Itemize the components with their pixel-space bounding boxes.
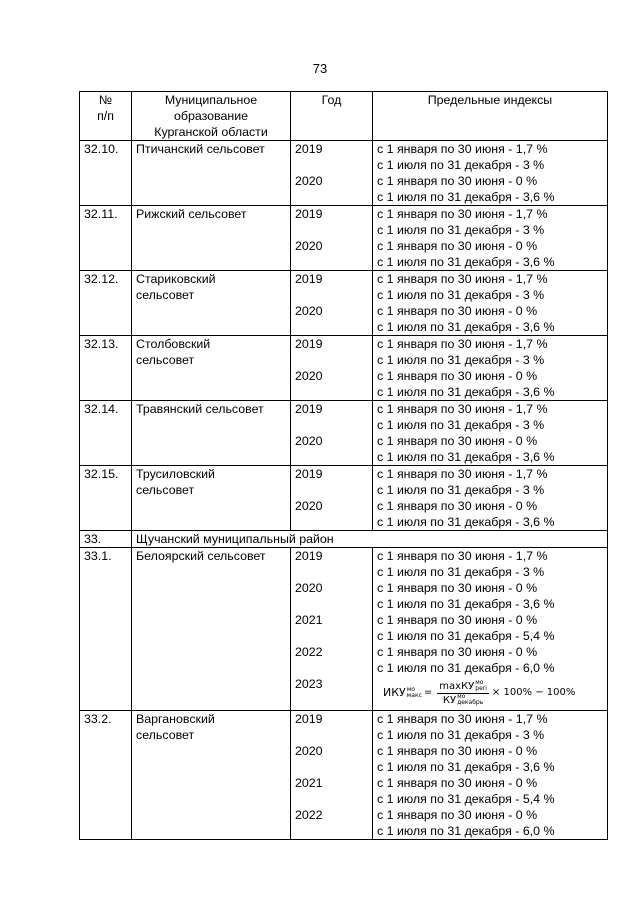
year-cell xyxy=(291,336,373,401)
header-municipality-line: образование xyxy=(173,109,249,123)
year-value: 2019 xyxy=(295,272,323,286)
municipality-name-line: Стариковский xyxy=(136,272,216,286)
year-value: 2020 xyxy=(295,499,323,513)
year-value: 2020 xyxy=(295,304,323,318)
spacer xyxy=(295,514,368,530)
row-number-text: 32.11. xyxy=(84,207,118,221)
index-second-half: с 1 июля по 31 декабря - 3,6 % xyxy=(377,190,555,204)
spacer xyxy=(295,596,368,612)
section-row xyxy=(80,531,608,548)
section-title-text: Щучанский муниципальный район xyxy=(136,532,334,546)
max-index-formula xyxy=(377,676,603,710)
table-row xyxy=(80,271,608,336)
table-row xyxy=(80,466,608,531)
index-first-half: с 1 января по 30 июня - 0 % xyxy=(377,434,538,448)
municipality-name xyxy=(132,141,291,206)
spacer xyxy=(295,660,368,676)
index-second-half: с 1 июля по 31 декабря - 5,4 % xyxy=(377,792,555,806)
indices-cell xyxy=(373,466,608,531)
index-second-half: с 1 июля по 31 декабря - 3 % xyxy=(377,728,545,742)
municipality-name-line: сельсовет xyxy=(136,288,195,302)
page-number: 73 xyxy=(312,61,328,76)
section-number xyxy=(80,531,132,548)
formula-den-indices xyxy=(457,694,483,706)
formula-tail: × 100% − 100% xyxy=(491,687,576,698)
index-first-half: с 1 января по 30 июня - 0 % xyxy=(377,174,538,188)
row-number xyxy=(80,548,132,711)
formula-lhs-sub: макс xyxy=(406,692,422,699)
spacer xyxy=(295,791,368,807)
index-second-half: с 1 июля по 31 декабря - 3 % xyxy=(377,158,545,172)
row-number xyxy=(80,401,132,466)
index-first-half: с 1 января по 30 июня - 0 % xyxy=(377,581,538,595)
year-value: 2020 xyxy=(295,369,323,383)
header-num xyxy=(80,92,132,141)
table-row xyxy=(80,206,608,271)
table-row xyxy=(80,336,608,401)
index-second-half: с 1 июля по 31 декабря - 3,6 % xyxy=(377,385,555,399)
municipality-name xyxy=(132,548,291,711)
municipality-name-line: Травянский сельсовет xyxy=(136,402,264,416)
index-second-half: с 1 июля по 31 декабря - 3 % xyxy=(377,353,545,367)
year-value: 2023 xyxy=(295,677,323,691)
index-first-half: с 1 января по 30 июня - 0 % xyxy=(377,808,538,822)
header-num-line: п/п xyxy=(97,109,114,123)
index-first-half: с 1 января по 30 июня - 1,7 % xyxy=(377,272,548,286)
year-cell xyxy=(291,271,373,336)
year-value: 2020 xyxy=(295,174,323,188)
index-first-half: с 1 января по 30 июня - 1,7 % xyxy=(377,207,548,221)
year-value: 2020 xyxy=(295,744,323,758)
index-first-half: с 1 января по 30 июня - 1,7 % xyxy=(377,467,548,481)
municipality-name xyxy=(132,401,291,466)
year-value: 2020 xyxy=(295,239,323,253)
row-number xyxy=(80,466,132,531)
index-first-half: с 1 января по 30 июня - 0 % xyxy=(377,744,538,758)
spacer xyxy=(295,254,368,270)
index-first-half: с 1 января по 30 июня - 0 % xyxy=(377,304,538,318)
year-cell xyxy=(291,206,373,271)
formula-num-sup: мо xyxy=(475,678,484,686)
formula-numerator xyxy=(437,680,489,694)
indices-cell xyxy=(373,711,608,840)
spacer xyxy=(295,384,368,400)
formula-equals: = xyxy=(423,687,433,698)
year-value: 2020 xyxy=(295,581,323,595)
spacer xyxy=(295,189,368,205)
row-number xyxy=(80,711,132,840)
year-cell xyxy=(291,466,373,531)
index-second-half: с 1 июля по 31 декабря - 6,0 % xyxy=(377,661,555,675)
header-municipality-line: Муниципальное xyxy=(164,93,258,107)
row-number xyxy=(80,271,132,336)
spacer xyxy=(295,157,368,173)
year-cell xyxy=(291,401,373,466)
municipality-name-line: Рижский сельсовет xyxy=(136,207,247,221)
row-number-text: 32.12. xyxy=(84,272,119,286)
header-year xyxy=(291,92,373,141)
index-second-half: с 1 июля по 31 декабря - 3,6 % xyxy=(377,597,555,611)
row-number-text: 33.1. xyxy=(84,549,112,563)
spacer xyxy=(295,564,368,580)
spacer xyxy=(295,417,368,433)
formula-fraction xyxy=(437,680,489,707)
indices-cell xyxy=(373,548,608,711)
index-second-half: с 1 июля по 31 декабря - 3,6 % xyxy=(377,320,555,334)
header-municipality xyxy=(132,92,291,141)
year-value: 2022 xyxy=(295,645,323,659)
municipality-name-line: Белоярский сельсовет xyxy=(136,549,266,563)
spacer xyxy=(295,222,368,238)
index-second-half: с 1 июля по 31 декабря - 3,6 % xyxy=(377,515,555,529)
header-indices xyxy=(373,92,608,141)
index-second-half: с 1 июля по 31 декабря - 3 % xyxy=(377,418,545,432)
year-value: 2021 xyxy=(295,776,323,790)
index-first-half: с 1 января по 30 июня - 0 % xyxy=(377,239,538,253)
index-first-half: с 1 января по 30 июня - 0 % xyxy=(377,369,538,383)
row-number-text: 32.15. xyxy=(84,467,119,481)
year-cell xyxy=(291,548,373,711)
municipality-name xyxy=(132,466,291,531)
row-number xyxy=(80,141,132,206)
municipality-name xyxy=(132,206,291,271)
formula-lhs-sup: мо xyxy=(406,686,415,693)
index-first-half: с 1 января по 30 июня - 0 % xyxy=(377,776,538,790)
header-num-line: № xyxy=(98,93,113,107)
year-value: 2020 xyxy=(295,434,323,448)
index-second-half: с 1 июля по 31 декабря - 3 % xyxy=(377,483,545,497)
indices-cell xyxy=(373,141,608,206)
row-number-text: 32.14. xyxy=(84,402,119,416)
row-number xyxy=(80,206,132,271)
index-second-half: с 1 июля по 31 декабря - 3 % xyxy=(377,288,545,302)
municipality-name xyxy=(132,711,291,840)
year-value: 2019 xyxy=(295,207,323,221)
row-number-text: 32.10. xyxy=(84,142,119,156)
year-value: 2019 xyxy=(295,467,323,481)
table-header-row xyxy=(80,92,608,141)
section-title xyxy=(132,531,608,548)
indices-cell xyxy=(373,206,608,271)
index-first-half: с 1 января по 30 июня - 1,7 % xyxy=(377,142,548,156)
spacer xyxy=(295,287,368,303)
table-row xyxy=(80,711,608,840)
table-row xyxy=(80,141,608,206)
spacer xyxy=(295,482,368,498)
year-value: 2019 xyxy=(295,712,323,726)
spacer xyxy=(295,727,368,743)
formula-lhs: ИКУ xyxy=(383,686,406,699)
index-second-half: с 1 июля по 31 декабря - 3 % xyxy=(377,565,545,579)
municipality-name-line: сельсовет xyxy=(136,728,195,742)
spacer xyxy=(295,319,368,335)
formula-num-text: maxКУ xyxy=(439,680,475,692)
indices-table xyxy=(79,91,608,840)
spacer xyxy=(295,628,368,644)
municipality-name-line: сельсовет xyxy=(136,483,195,497)
year-value: 2019 xyxy=(295,402,323,416)
index-second-half: с 1 июля по 31 декабря - 3 % xyxy=(377,223,545,237)
index-first-half: с 1 января по 30 июня - 1,7 % xyxy=(377,549,548,563)
formula-den-sup: мо xyxy=(457,692,466,700)
formula-num-indices xyxy=(475,680,487,692)
formula-denominator xyxy=(441,694,485,707)
municipality-name-line: Трусиловский xyxy=(136,467,215,481)
row-number xyxy=(80,336,132,401)
header-year-line: Год xyxy=(321,93,342,107)
municipality-name-line: Птичанский сельсовет xyxy=(136,142,265,156)
year-value: 2019 xyxy=(295,142,323,156)
municipality-name-line: Варгановский xyxy=(136,712,215,726)
year-value: 2022 xyxy=(295,808,323,822)
index-first-half: с 1 января по 30 июня - 0 % xyxy=(377,499,538,513)
formula-lhs-indices xyxy=(407,687,422,699)
spacer xyxy=(295,352,368,368)
spacer xyxy=(295,449,368,465)
spacer xyxy=(295,759,368,775)
row-number-text: 33.2. xyxy=(84,712,112,726)
municipality-name-line: сельсовет xyxy=(136,353,195,367)
year-value: 2021 xyxy=(295,613,323,627)
index-first-half: с 1 января по 30 июня - 0 % xyxy=(377,645,538,659)
municipality-name xyxy=(132,271,291,336)
formula-den-sub: декабрь xyxy=(457,698,484,706)
year-value: 2019 xyxy=(295,337,323,351)
index-second-half: с 1 июля по 31 декабря - 3,6 % xyxy=(377,450,555,464)
header-indices-line: Предельные индексы xyxy=(427,93,553,107)
indices-cell xyxy=(373,336,608,401)
table-row xyxy=(80,548,608,711)
section-number-text: 33. xyxy=(84,532,102,546)
year-value: 2019 xyxy=(295,549,323,563)
header-municipality-line: Курганской области xyxy=(154,125,268,139)
year-cell xyxy=(291,711,373,840)
spacer xyxy=(295,823,368,839)
index-first-half: с 1 января по 30 июня - 1,7 % xyxy=(377,402,548,416)
index-first-half: с 1 января по 30 июня - 1,7 % xyxy=(377,712,548,726)
indices-cell xyxy=(373,401,608,466)
row-number-text: 32.13. xyxy=(84,337,119,351)
index-second-half: с 1 июля по 31 декабря - 6,0 % xyxy=(377,824,555,838)
municipality-name xyxy=(132,336,291,401)
index-first-half: с 1 января по 30 июня - 1,7 % xyxy=(377,337,548,351)
indices-cell xyxy=(373,271,608,336)
index-second-half: с 1 июля по 31 декабря - 3,6 % xyxy=(377,760,555,774)
index-first-half: с 1 января по 30 июня - 0 % xyxy=(377,613,538,627)
table-row xyxy=(80,401,608,466)
year-cell xyxy=(291,141,373,206)
formula-num-sub: peri xyxy=(475,684,487,692)
formula-den-text: КУ xyxy=(442,694,457,706)
index-second-half: с 1 июля по 31 декабря - 3,6 % xyxy=(377,255,555,269)
index-second-half: с 1 июля по 31 декабря - 5,4 % xyxy=(377,629,555,643)
municipality-name-line: Столбовский xyxy=(136,337,211,351)
